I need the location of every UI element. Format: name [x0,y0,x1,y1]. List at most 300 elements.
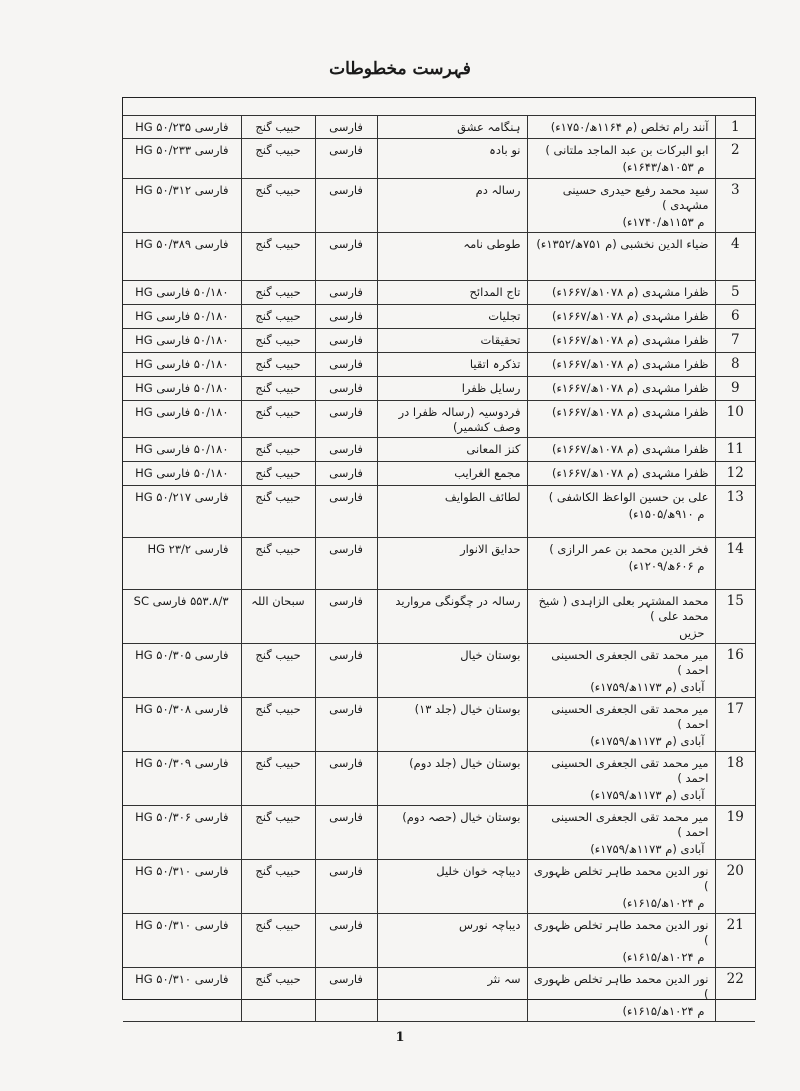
shelfmark: ۵۰/۱۸۰ فارسی HG [135,404,229,419]
language-cell [315,232,377,280]
shelfmark: فارسی ۵۰/۳۰۶ HG [135,809,229,824]
shelfmark-cell [123,232,241,280]
language: فارسی [329,755,363,770]
shelfmark: ۵۰/۱۸۰ فارسی HG [135,380,229,395]
collection-cell [241,913,315,967]
serial-number-cell [715,328,755,352]
manuscript-title: رسالہ در چگونگی مروارید [395,593,521,608]
serial-number: 11 [726,440,744,457]
table-row [123,328,755,352]
author-cell [527,485,715,537]
author-name: ظفرا مشہدی (م ۱۰۷۸ھ/۱۶۶۷ء) [551,404,709,419]
author-cell [527,352,715,376]
language-cell [315,280,377,304]
collection: حبیب گنج [255,809,301,824]
table-row [123,751,755,805]
title-cell [377,643,527,697]
shelfmark: فارسی ۵۰/۳۱۰ HG [135,971,229,986]
author-dates: م ۱۰۵۳ھ/۱۶۴۳ء) [622,159,705,174]
shelfmark-cell [123,485,241,537]
serial-number: 14 [726,540,744,557]
author-dates: آبادی (م ۱۱۷۳ھ/۱۷۵۹ء) [590,787,705,802]
title-cell [377,116,527,138]
manuscript-title: رسالہ دم [475,182,521,197]
collection: حبیب گنج [255,701,301,716]
table-row [123,643,755,697]
table-row [123,304,755,328]
serial-number-cell [715,967,755,1021]
serial-number-cell [715,116,755,138]
shelfmark-cell [123,328,241,352]
collection-cell [241,537,315,589]
language: فارسی [329,971,363,986]
author-cell [527,751,715,805]
table-row [123,280,755,304]
author-cell [527,138,715,178]
title-cell [377,805,527,859]
language-cell [315,304,377,328]
author-dates: آبادی (م ۱۱۷۳ھ/۱۷۵۹ء) [590,841,705,856]
collection: حبیب گنج [255,182,301,197]
manuscript-title: لطائف الطوایف [444,489,521,504]
shelfmark-cell [123,859,241,913]
collection-cell [241,697,315,751]
table-row [123,376,755,400]
manuscript-title: حدایق الانوار [460,541,521,556]
collection: حبیب گنج [255,308,301,323]
table-row [123,178,755,232]
shelfmark: فارسی ۵۰/۳۸۹ HG [135,236,229,251]
author-cell [527,859,715,913]
author-dates: م ۱۱۵۳ھ/۱۷۴۰ء) [622,214,705,229]
title-cell [377,280,527,304]
collection: حبیب گنج [255,755,301,770]
manuscript-table-body [123,116,755,1021]
serial-number: 19 [726,808,744,825]
title-cell [377,859,527,913]
language: فارسی [329,441,363,456]
table-row [123,138,755,178]
table-row [123,437,755,461]
language-cell [315,138,377,178]
collection-cell [241,352,315,376]
title-cell [377,437,527,461]
language: فارسی [329,308,363,323]
author-name: ظفرا مشہدی (م ۱۰۷۸ھ/۱۶۶۷ء) [551,284,709,299]
manuscript-title: سہ نثر [487,971,521,986]
shelfmark: فارسی ۵۰/۲۱۷ HG [135,489,229,504]
collection-cell [241,138,315,178]
serial-number-cell [715,461,755,485]
collection: حبیب گنج [255,356,301,371]
language: فارسی [329,541,363,556]
serial-number-cell [715,352,755,376]
author-name: ظفرا مشہدی (م ۱۰۷۸ھ/۱۶۶۷ء) [551,356,709,371]
author-cell [527,643,715,697]
collection: حبیب گنج [255,441,301,456]
serial-number: 17 [726,700,744,717]
serial-number: 21 [726,916,744,933]
collection-cell [241,400,315,437]
shelfmark: ۵۰/۱۸۰ فارسی HG [135,308,229,323]
author-cell [527,461,715,485]
manuscript-title: تحقیقات [480,332,521,347]
table-row [123,116,755,138]
language-cell [315,643,377,697]
collection-cell [241,859,315,913]
shelfmark-cell [123,589,241,643]
shelfmark-cell [123,178,241,232]
shelfmark-cell [123,805,241,859]
author-cell [527,304,715,328]
collection: حبیب گنج [255,236,301,251]
serial-number: 5 [730,283,740,300]
author-cell [527,328,715,352]
serial-number-cell [715,859,755,913]
page-number: 1 [395,1030,405,1045]
manuscript-table [123,116,755,1022]
shelfmark-cell [123,643,241,697]
author-cell [527,232,715,280]
shelfmark: فارسی ۵۰/۳۰۹ HG [135,755,229,770]
language: فارسی [329,182,363,197]
serial-number: 20 [726,862,744,879]
author-cell [527,437,715,461]
language: فارسی [329,489,363,504]
language-cell [315,352,377,376]
title-cell [377,400,527,437]
shelfmark: فارسی ۵۰/۲۳۳ HG [135,142,229,157]
serial-number: 9 [730,379,740,396]
author-cell [527,178,715,232]
language-cell [315,805,377,859]
serial-number-cell [715,805,755,859]
language-cell [315,376,377,400]
author-name: محمد المشتہر بعلی الزاہدی ( شیخ محمد علی ) [538,593,709,623]
collection-cell [241,232,315,280]
serial-number-cell [715,913,755,967]
collection: حبیب گنج [255,971,301,986]
shelfmark-cell [123,116,241,138]
manuscript-title: تاج المدائح [469,284,521,299]
author-cell [527,400,715,437]
language: فارسی [329,356,363,371]
shelfmark: فارسی ۵۰/۳۱۰ HG [135,863,229,878]
manuscript-title: تذکرہ اتقیا [469,356,521,371]
author-cell [527,805,715,859]
manuscript-table-frame [122,97,756,1018]
serial-number: 8 [730,355,740,372]
shelfmark: ۵۰/۱۸۰ فارسی HG [135,465,229,480]
author-name: سید محمد رفیع حیدری حسینی مشہدی ) [562,182,709,212]
language: فارسی [329,120,363,134]
author-dates: م ۱۰۲۴ھ/۱۶۱۵ء) [622,949,705,964]
language-cell [315,913,377,967]
title-cell [377,751,527,805]
shelfmark-cell [123,913,241,967]
author-cell [527,376,715,400]
collection: حبیب گنج [255,489,301,504]
language-cell [315,967,377,1021]
manuscript-title: دیباچہ نورس [458,917,521,932]
serial-number: 12 [726,464,744,481]
serial-number: 10 [726,403,744,420]
author-cell [527,116,715,138]
language-cell [315,859,377,913]
collection-cell [241,437,315,461]
language: فارسی [329,809,363,824]
author-cell [527,589,715,643]
author-cell [527,280,715,304]
author-name: میر محمد تقی الجعفری الحسینی احمد ) [551,647,709,677]
language-cell [315,461,377,485]
manuscript-title: فردوسیہ (رسالہ ظفرا در وصف کشمیر) [398,404,521,434]
title-cell [377,913,527,967]
title-cell [377,232,527,280]
author-name: ظفرا مشہدی (م ۱۰۷۸ھ/۱۶۶۷ء) [551,308,709,323]
author-name: ظفرا مشہدی (م ۱۰۷۸ھ/۱۶۶۷ء) [551,465,709,480]
shelfmark-cell [123,537,241,589]
author-name: ابو البرکات بن عبد الماجد ملتانی ) [545,142,709,157]
serial-number: 18 [726,754,744,771]
table-row [123,589,755,643]
table-row [123,913,755,967]
language: فارسی [329,647,363,662]
shelfmark: ۵۰/۱۸۰ فارسی HG [135,356,229,371]
title-cell [377,485,527,537]
language: فارسی [329,142,363,157]
collection: حبیب گنج [255,404,301,419]
author-dates: حزیں [679,625,705,640]
manuscript-title: رسایل ظفرا [461,380,521,395]
title-cell [377,589,527,643]
language-cell [315,328,377,352]
collection-cell [241,280,315,304]
title-cell [377,138,527,178]
serial-number-cell [715,537,755,589]
serial-number: 4 [730,235,740,252]
author-name: میر محمد تقی الجعفری الحسینی احمد ) [551,809,709,839]
manuscript-title: بوستان خیال (جلد ۱۳) [414,701,521,716]
author-cell [527,537,715,589]
manuscript-title: تجلیات [488,308,521,323]
author-name: ظفرا مشہدی (م ۱۰۷۸ھ/۱۶۶۷ء) [551,441,709,456]
author-name: ظفرا مشہدی (م ۱۰۷۸ھ/۱۶۶۷ء) [551,380,709,395]
language-cell [315,751,377,805]
table-row [123,400,755,437]
title-cell [377,328,527,352]
shelfmark-cell [123,376,241,400]
serial-number: 13 [726,488,744,505]
title-cell [377,697,527,751]
serial-number-cell [715,400,755,437]
serial-number-cell [715,751,755,805]
collection: حبیب گنج [255,380,301,395]
title-cell [377,376,527,400]
manuscript-title: مجمع الغرایب [454,465,521,480]
author-dates: آبادی (م ۱۱۷۳ھ/۱۷۵۹ء) [590,733,705,748]
serial-number-cell [715,232,755,280]
language: فارسی [329,380,363,395]
author-name: نور الدین محمد طاہر تخلص ظہوری ) [533,917,709,947]
collection: حبیب گنج [255,332,301,347]
collection: حبیب گنج [255,917,301,932]
author-name: علی بن حسین الواعظ الکاشفی ) [548,489,709,504]
collection-cell [241,967,315,1021]
author-dates: م ۹۱۰ھ/۱۵۰۵ء) [628,506,705,521]
author-name: ظفرا مشہدی (م ۱۰۷۸ھ/۱۶۶۷ء) [551,332,709,347]
shelfmark: فارسی ۵۰/۳۰۸ HG [135,701,229,716]
manuscript-title: دیباچہ خوان خلیل [436,863,521,878]
collection: حبیب گنج [255,142,301,157]
serial-number: 3 [730,181,740,198]
shelfmark-cell [123,697,241,751]
shelfmark-cell [123,304,241,328]
shelfmark: فارسی ۵۰/۲۳۵ HG [135,120,229,134]
language-cell [315,178,377,232]
author-name: فخر الدین محمد بن عمر الرازی ) [549,541,709,556]
language-cell [315,116,377,138]
serial-number: 1 [730,119,740,135]
language-cell [315,437,377,461]
collection-cell [241,304,315,328]
serial-number-cell [715,138,755,178]
shelfmark-cell [123,400,241,437]
language-cell [315,697,377,751]
collection-cell [241,805,315,859]
shelfmark: ۵۰/۱۸۰ فارسی HG [135,441,229,456]
language-cell [315,537,377,589]
serial-number-cell [715,437,755,461]
author-dates: م ۱۰۲۴ھ/۱۶۱۵ء) [622,1003,705,1018]
author-dates: آبادی (م ۱۱۷۳ھ/۱۷۵۹ء) [590,679,705,694]
table-row [123,967,755,1021]
language: فارسی [329,332,363,347]
shelfmark: ۵۵۳.۸/۳ فارسی SC [133,593,229,608]
serial-number-cell [715,697,755,751]
manuscript-title: بوستان خیال [460,647,521,662]
serial-number: 2 [730,141,740,158]
shelfmark: فارسی ۵۰/۳۱۲ HG [135,182,229,197]
collection-cell [241,485,315,537]
shelfmark-cell [123,280,241,304]
shelfmark-cell [123,138,241,178]
title-cell [377,352,527,376]
language: فارسی [329,404,363,419]
table-row [123,461,755,485]
title-cell [377,537,527,589]
serial-number: 6 [730,307,740,324]
language-cell [315,485,377,537]
shelfmark: فارسی ۵۰/۳۰۵ HG [135,647,229,662]
shelfmark-cell [123,751,241,805]
collection: حبیب گنج [255,284,301,299]
manuscript-title: بوستان خیال (جلد دوم) [409,755,521,770]
shelfmark: فارسی ۵۰/۳۱۰ HG [135,917,229,932]
title-cell [377,461,527,485]
manuscript-title: ہنگامہ عشق [457,120,521,134]
language: فارسی [329,917,363,932]
collection-cell [241,643,315,697]
language: فارسی [329,236,363,251]
shelfmark-cell [123,437,241,461]
collection: حبیب گنج [255,647,301,662]
language-cell [315,400,377,437]
serial-number-cell [715,280,755,304]
author-name: میر محمد تقی الجعفری الحسینی احمد ) [551,701,709,731]
table-row [123,537,755,589]
table-row [123,232,755,280]
author-name: نور الدین محمد طاہر تخلص ظہوری ) [533,863,709,893]
shelfmark: ۵۰/۱۸۰ فارسی HG [135,332,229,347]
serial-number-cell [715,178,755,232]
author-dates: م ۱۰۲۴ھ/۱۶۱۵ء) [622,895,705,910]
serial-number-cell [715,589,755,643]
collection-cell [241,751,315,805]
author-cell [527,697,715,751]
collection: حبیب گنج [255,863,301,878]
collection-cell [241,328,315,352]
title-cell [377,304,527,328]
table-row [123,697,755,751]
author-cell [527,913,715,967]
serial-number: 7 [730,331,740,348]
author-dates: م ۶۰۶ھ/۱۲۰۹ء) [628,558,705,573]
shelfmark: ۵۰/۱۸۰ فارسی HG [135,284,229,299]
serial-number-cell [715,376,755,400]
author-name: میر محمد تقی الجعفری الحسینی احمد ) [551,755,709,785]
manuscript-title: نو بادہ [489,142,521,157]
table-row [123,485,755,537]
shelfmark: فارسی ۲۳/۲ HG [147,541,229,556]
author-name: ضیاء الدین نخشبی (م ۷۵۱ھ/۱۳۵۲ء) [536,236,709,251]
collection-cell [241,461,315,485]
language: فارسی [329,701,363,716]
manuscript-title: طوطی نامہ [463,236,521,251]
serial-number-cell [715,485,755,537]
author-name: نور الدین محمد طاہر تخلص ظہوری ) [533,971,709,1001]
serial-number: 22 [726,970,744,987]
title-cell [377,178,527,232]
serial-number-cell [715,643,755,697]
table-row [123,352,755,376]
shelfmark-cell [123,461,241,485]
collection: سبحان اللہ [251,593,305,608]
author-name: آنند رام تخلص (م ۱۱۶۴ھ/۱۷۵۰ء) [550,120,709,134]
language-cell [315,589,377,643]
collection: حبیب گنج [255,541,301,556]
collection-cell [241,116,315,138]
page-title: فہرست مخطوطات [329,59,471,79]
table-row [123,805,755,859]
shelfmark-cell [123,967,241,1021]
collection-cell [241,376,315,400]
language: فارسی [329,863,363,878]
serial-number-cell [715,304,755,328]
language: فارسی [329,465,363,480]
author-cell [527,967,715,1021]
serial-number: 16 [726,646,744,663]
collection-cell [241,178,315,232]
collection: حبیب گنج [255,120,301,134]
collection: حبیب گنج [255,465,301,480]
collection-cell [241,589,315,643]
manuscript-title: بوستان خیال (حصہ دوم) [402,809,521,824]
serial-number: 15 [726,592,744,609]
language: فارسی [329,284,363,299]
manuscript-title: کنز المعانی [466,441,521,456]
title-cell [377,967,527,1021]
